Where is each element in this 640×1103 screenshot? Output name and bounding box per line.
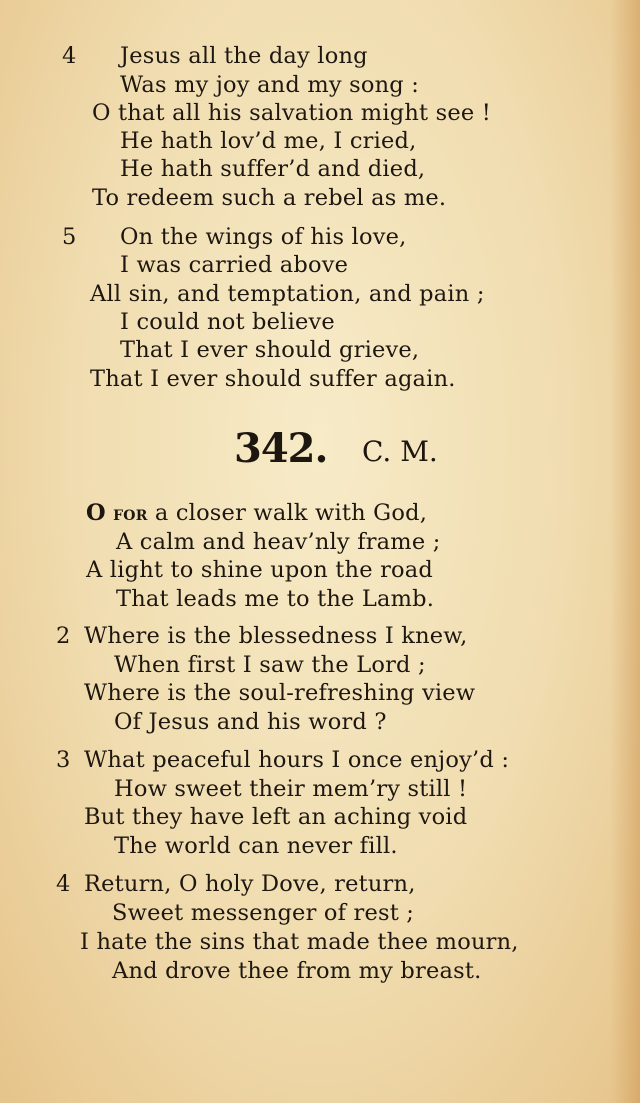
verse-line: That I ever should grieve, xyxy=(120,337,420,363)
verse-line: That I ever should suffer again. xyxy=(90,366,456,392)
verse-line: When first I saw the Lord ; xyxy=(114,652,426,678)
verse-line: All sin, and temptation, and pain ; xyxy=(90,281,485,307)
verse-line: That leads me to the Lamb. xyxy=(116,586,435,612)
first-word: for xyxy=(113,501,148,525)
verse-line: Was my joy and my song : xyxy=(120,72,420,98)
page-edge-shading xyxy=(610,0,640,1103)
first-line-text: a closer walk with God, xyxy=(147,500,428,526)
verse-line: I could not believe xyxy=(120,309,335,335)
verse-line: Sweet messenger of rest ; xyxy=(112,900,415,926)
verse-number: 2 xyxy=(56,623,71,649)
hymn-heading xyxy=(234,424,494,474)
verse-line: O that all his salvation might see ! xyxy=(92,100,491,126)
verse-line: He hath suffer’d and died, xyxy=(120,156,426,182)
verse-number: 3 xyxy=(56,747,71,773)
verse-line: How sweet their mem’ry still ! xyxy=(114,776,468,802)
verse-first-line xyxy=(86,499,427,527)
verse-line: A calm and heav’nly frame ; xyxy=(116,529,441,555)
verse-line: I hate the sins that made thee mourn, xyxy=(80,929,519,955)
hymn-meter: C. M. xyxy=(362,435,438,468)
verse-line: I was carried above xyxy=(120,252,349,278)
verse-line: And drove thee from my breast. xyxy=(112,958,482,984)
verse-number: 4 xyxy=(56,871,71,897)
hymn-number: 342. xyxy=(234,425,328,472)
verse-line: On the wings of his love, xyxy=(120,224,407,250)
verse-number: 5 xyxy=(62,224,77,250)
verse-number: 4 xyxy=(62,43,77,69)
verse-line: Where is the soul-refreshing view xyxy=(84,680,476,706)
verse-line: Of Jesus and his word ? xyxy=(114,709,387,735)
verse-line: What peaceful hours I once enjoy’d : xyxy=(84,747,510,773)
verse-line: Where is the blessedness I knew, xyxy=(84,623,468,649)
verse-line: Return, O holy Dove, return, xyxy=(84,871,416,897)
verse-line: The world can never fill. xyxy=(114,833,398,859)
initial-letter: O xyxy=(86,500,106,526)
verse-line: A light to shine upon the road xyxy=(86,557,434,583)
verse-line: To redeem such a rebel as me. xyxy=(92,185,447,211)
verse-line: Jesus all the day long xyxy=(120,43,368,69)
verse-line: But they have left an aching void xyxy=(84,804,468,830)
verse-line: He hath lov’d me, I cried, xyxy=(120,128,417,154)
